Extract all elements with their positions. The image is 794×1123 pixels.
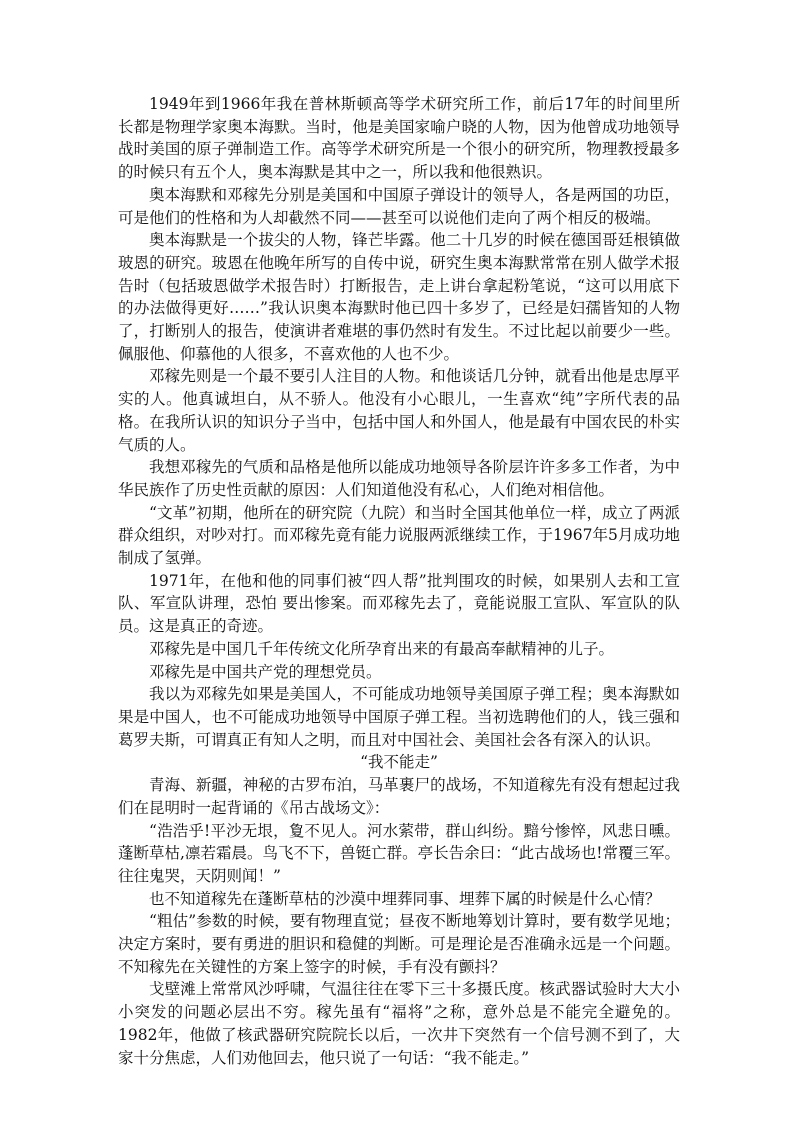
paragraph-6: “文革”初期，他所在的研究院（九院）和当时全国其他单位一样，成立了两派群众组织，对吵对打。而邓稼先竟有能力说服两派继续工作，于1967年5月成功地制成了氢弹。 <box>118 503 680 568</box>
paragraph-10: 我以为邓稼先如果是美国人，不可能成功地领导美国原子弹工程；奥本海默如果是中国人，也不可能成功地领导中国原子弹工程。当初选聘他们的人，钱三强和葛罗夫斯，可谓真正有知人之明，而且对中国社会、美国社会各有深入的认识。 <box>118 685 680 749</box>
paragraph-13: 也不知道稼先在蓬断草枯的沙漠中埋葬同事、埋葬下属的时候是什么心情？ <box>149 889 661 908</box>
paragraph-9: 邓稼先是中国共产党的理想党员。 <box>149 662 382 681</box>
paragraph-14: “粗估”参数的时候，要有物理直觉；昼夜不断地筹划计算时，要有数学见地；决定方案时，要有勇进的胆识和稳健的判断。可是理论是否准确永远是一个问题。不知稼先在关键性的方案上签字的时候，手有没有颤抖？ <box>118 912 680 976</box>
paragraph-11: 青海、新疆，神秘的古罗布泊，马革裹尸的战场，不知道稼先有没有想起过我们在昆明时一起背诵的《吊古战场文》： <box>118 776 680 817</box>
paragraph-1: 1949年到1966年我在普林斯顿高等学术研究所工作，前后17年的时间里所长都是物理学家奥本海默。当时，他是美国家喻户晓的人物，因为他曾成功地领导战时美国的原子弹制造工作。高等学术研究所是一个很小的研究所，物理教授最多的时候只有五个人，奥本海默是其中之一，所以我和他很熟识。 <box>118 95 680 182</box>
article-body <box>118 93 680 1069</box>
paragraph-15: 戈壁滩上常常风沙呼啸，气温往往在零下三十多摄氏度。核武器试验时大大小小突发的问题必层出不穷。稼先虽有“福将”之称，意外总是不能完全避免的。1982年，他做了核武器研究院院长以后，一次井下突然有一个信号测不到了，大家十分焦虑，人们劝他回去，他只说了一句话：“我不能走。” <box>118 980 680 1067</box>
paragraph-2: 奥本海默和邓稼先分别是美国和中国原子弹设计的领导人，各是两国的功臣，可是他们的性格和为人却截然不同——甚至可以说他们走向了两个相反的极端。 <box>118 185 680 227</box>
paragraph-7: 1971年，在他和他的同事们被“四人帮”批判围攻的时候，如果别人去和工宣队、军宣队讲理，恐怕 要出惨案。而邓稼先去了，竟能说服工宣队、军宣队的队员。这是真正的奇迹。 <box>118 571 680 636</box>
paragraph-5: 我想邓稼先的气质和品格是他所以能成功地领导各阶层许许多多工作者，为中华民族作了历史性贡献的原因：人们知道他没有私心，人们绝对相信他。 <box>118 458 680 499</box>
paragraph-12: “浩浩乎!平沙无垠，夐不见人。河水萦带，群山纠纷。黯兮惨悴，风悲日曛。蓬断草枯,凛若霜晨。鸟飞不下，兽铤亡群。亭长告余曰：“此古战场也!常覆三军。往往鬼哭，天阴则闻！” <box>118 821 680 885</box>
section-subtitle: “我不能走” <box>360 753 438 772</box>
paragraph-4: 邓稼先则是一个最不要引人注目的人物。和他谈话几分钟，就看出他是忠厚平实的人。他真诚坦白，从不骄人。他没有小心眼儿，一生喜欢“纯”字所代表的品格。在我所认识的知识分子当中，包括中国人和外国人，他是最有中国农民的朴实气质的人。 <box>118 367 680 454</box>
paragraph-8: 邓稼先是中国几千年传统文化所孕育出来的有最高奉献精神的儿子。 <box>149 639 615 658</box>
paragraph-3: 奥本海默是一个拔尖的人物，锋芒毕露。他二十几岁的时候在德国哥廷根镇做玻恩的研究。玻恩在他晚年所写的自传中说，研究生奥本海默常常在别人做学术报告时（包括玻恩做学术报告时）打断报告，走上讲台拿起粉笔说，“这可以用底下的办法做得更好……”我认识奥本海默时他已四十多岁了，已经是妇孺皆知的人物了，打断别人的报告，使演讲者难堪的事仍然时有发生。不过比起以前要少一些。佩服他、仰慕他的人很多，不喜欢他的人也不少。 <box>118 231 680 363</box>
